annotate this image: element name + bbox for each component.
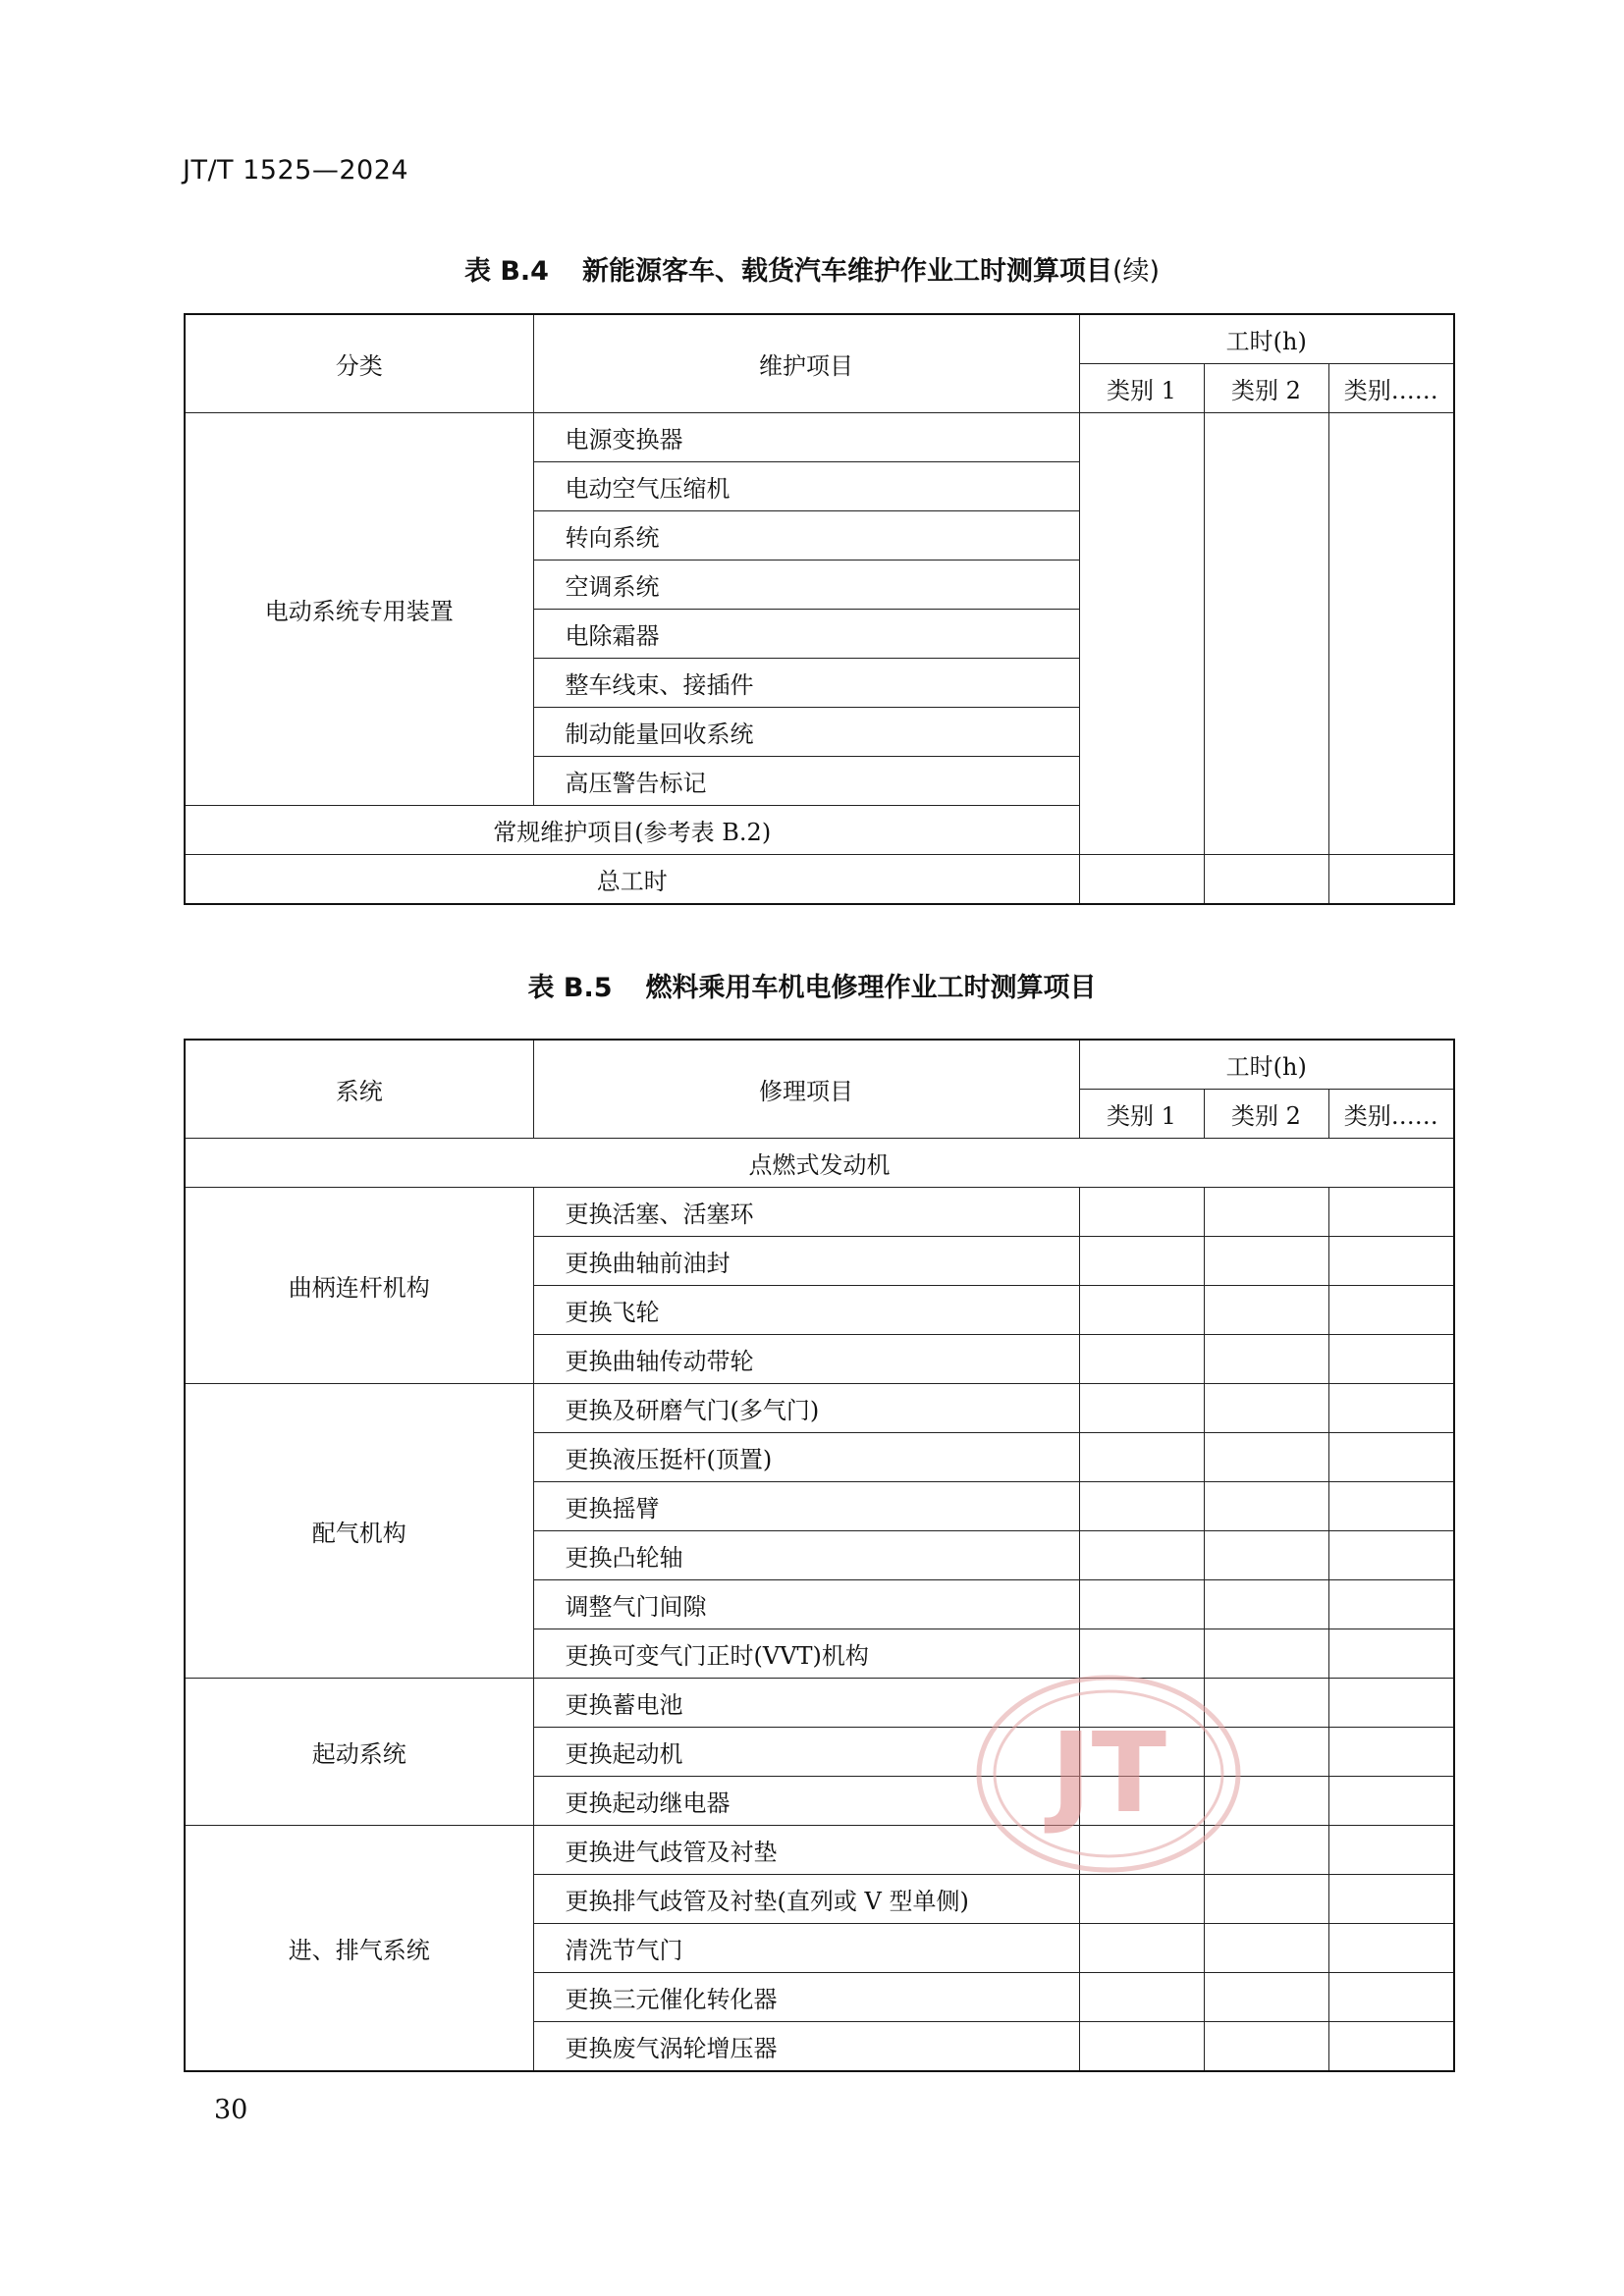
hours-cell <box>1204 1237 1328 1286</box>
page-number: 30 <box>214 2095 248 2125</box>
hours-cell <box>1204 1384 1328 1433</box>
hours-cell <box>1079 413 1204 855</box>
item-cell: 更换及研磨气门(多气门) <box>533 1384 1079 1433</box>
table-row <box>185 1188 1454 1237</box>
hours-cell <box>1079 1679 1204 1728</box>
item-cell: 更换凸轮轴 <box>533 1531 1079 1580</box>
hours-cell <box>1328 1286 1454 1335</box>
hours-cell <box>1079 1482 1204 1531</box>
hours-cell <box>1328 1679 1454 1728</box>
hours-cell <box>1079 1286 1204 1335</box>
hours-cell <box>1328 1777 1454 1826</box>
hours-cell <box>1204 413 1328 855</box>
hours-cell <box>1079 1826 1204 1875</box>
hours-cell <box>1328 1826 1454 1875</box>
item-cell: 高压警告标记 <box>533 757 1079 806</box>
item-cell: 更换摇臂 <box>533 1482 1079 1531</box>
system-cell: 配气机构 <box>185 1384 533 1679</box>
hours-cell <box>1204 1433 1328 1482</box>
hours-cell <box>1079 1531 1204 1580</box>
header-class-more: 类别…… <box>1328 1090 1454 1139</box>
header-system: 系统 <box>185 1040 533 1139</box>
hours-cell <box>1328 2022 1454 2072</box>
item-cell: 电动空气压缩机 <box>533 462 1079 511</box>
hours-cell <box>1079 1237 1204 1286</box>
item-cell: 电源变换器 <box>533 413 1079 462</box>
category-cell: 电动系统专用装置 <box>185 413 533 806</box>
hours-cell <box>1079 2022 1204 2072</box>
hours-cell <box>1079 1973 1204 2022</box>
hours-cell <box>1328 1188 1454 1237</box>
item-cell: 制动能量回收系统 <box>533 708 1079 757</box>
item-cell: 更换液压挺杆(顶置) <box>533 1433 1079 1482</box>
hours-cell <box>1204 1286 1328 1335</box>
hours-cell <box>1328 1531 1454 1580</box>
item-cell: 整车线束、接插件 <box>533 659 1079 708</box>
section-row <box>185 1139 1454 1188</box>
hours-cell <box>1204 1531 1328 1580</box>
hours-cell <box>1328 855 1454 905</box>
item-cell: 更换可变气门正时(VVT)机构 <box>533 1629 1079 1679</box>
item-cell: 清洗节气门 <box>533 1924 1079 1973</box>
hours-cell <box>1328 1629 1454 1679</box>
table-header-row <box>185 314 1454 364</box>
table-b4 <box>184 313 1455 905</box>
table-b5-title: 燃料乘用车机电修理作业工时测算项目 <box>645 973 1097 1003</box>
hours-cell <box>1204 1335 1328 1384</box>
hours-cell <box>1204 855 1328 905</box>
hours-cell <box>1204 1679 1328 1728</box>
header-item: 修理项目 <box>533 1040 1079 1139</box>
hours-cell <box>1204 1973 1328 2022</box>
header-item: 维护项目 <box>533 314 1079 413</box>
item-cell: 更换曲轴传动带轮 <box>533 1335 1079 1384</box>
hours-cell <box>1204 1924 1328 1973</box>
item-cell: 更换废气涡轮增压器 <box>533 2022 1079 2072</box>
item-cell: 更换三元催化转化器 <box>533 1973 1079 2022</box>
hours-cell <box>1328 1875 1454 1924</box>
table-b5 <box>184 1039 1455 2072</box>
table-b5-number: 表 B.5 <box>527 973 613 1003</box>
item-cell: 更换曲轴前油封 <box>533 1237 1079 1286</box>
routine-label: 常规维护项目(参考表 B.2) <box>185 806 1079 855</box>
system-cell: 进、排气系统 <box>185 1826 533 2072</box>
hours-cell <box>1204 1826 1328 1875</box>
hours-cell <box>1328 1335 1454 1384</box>
item-cell: 电除霜器 <box>533 610 1079 659</box>
hours-cell <box>1204 1875 1328 1924</box>
header-class-2: 类别 2 <box>1204 1090 1328 1139</box>
hours-cell <box>1204 1777 1328 1826</box>
system-cell: 曲柄连杆机构 <box>185 1188 533 1384</box>
standard-code: JT/T 1525—2024 <box>183 155 409 186</box>
total-row <box>185 855 1454 905</box>
stamp-logo-text: JT <box>1050 1710 1167 1838</box>
hours-cell <box>1328 1580 1454 1629</box>
total-label: 总工时 <box>185 855 1079 905</box>
header-class-2: 类别 2 <box>1204 364 1328 413</box>
hours-cell <box>1328 413 1454 855</box>
hours-cell <box>1079 855 1204 905</box>
hours-cell <box>1204 1629 1328 1679</box>
system-cell: 起动系统 <box>185 1679 533 1826</box>
hours-cell <box>1328 1482 1454 1531</box>
table-row <box>185 1826 1454 1875</box>
hours-cell <box>1328 1924 1454 1973</box>
header-class-1: 类别 1 <box>1079 364 1204 413</box>
header-class-1: 类别 1 <box>1079 1090 1204 1139</box>
table-b4-continued: (续) <box>1111 256 1161 287</box>
header-class-more: 类别…… <box>1328 364 1454 413</box>
hours-cell <box>1079 1728 1204 1777</box>
hours-cell <box>1079 1629 1204 1679</box>
header-hours: 工时(h) <box>1079 1040 1454 1090</box>
item-cell: 调整气门间隙 <box>533 1580 1079 1629</box>
item-cell: 更换飞轮 <box>533 1286 1079 1335</box>
hours-cell <box>1328 1384 1454 1433</box>
table-header-row <box>185 1040 1454 1090</box>
table-row <box>185 413 1454 462</box>
hours-cell <box>1079 1777 1204 1826</box>
hours-cell <box>1079 1335 1204 1384</box>
item-cell: 更换起动继电器 <box>533 1777 1079 1826</box>
hours-cell <box>1079 1384 1204 1433</box>
hours-cell <box>1079 1188 1204 1237</box>
hours-cell <box>1079 1433 1204 1482</box>
item-cell: 更换蓄电池 <box>533 1679 1079 1728</box>
hours-cell <box>1328 1433 1454 1482</box>
item-cell: 更换排气歧管及衬垫(直列或 V 型单侧) <box>533 1875 1079 1924</box>
hours-cell <box>1079 1580 1204 1629</box>
hours-cell <box>1204 2022 1328 2072</box>
hours-cell <box>1079 1924 1204 1973</box>
table-row <box>185 1384 1454 1433</box>
item-cell: 转向系统 <box>533 511 1079 561</box>
item-cell: 更换进气歧管及衬垫 <box>533 1826 1079 1875</box>
item-cell: 更换起动机 <box>533 1728 1079 1777</box>
header-category: 分类 <box>185 314 533 413</box>
hours-cell <box>1328 1728 1454 1777</box>
hours-cell <box>1328 1237 1454 1286</box>
table-row <box>185 1679 1454 1728</box>
hours-cell <box>1204 1728 1328 1777</box>
hours-cell <box>1204 1580 1328 1629</box>
table-b5-caption <box>0 966 1624 1004</box>
item-cell: 空调系统 <box>533 561 1079 610</box>
table-b4-number: 表 B.4 <box>463 256 549 287</box>
header-hours: 工时(h) <box>1079 314 1454 364</box>
hours-cell <box>1204 1188 1328 1237</box>
section-label: 点燃式发动机 <box>185 1139 1454 1188</box>
hours-cell <box>1328 1973 1454 2022</box>
table-b4-title: 新能源客车、载货汽车维护作业工时测算项目 <box>581 256 1112 287</box>
item-cell: 更换活塞、活塞环 <box>533 1188 1079 1237</box>
hours-cell <box>1079 1875 1204 1924</box>
table-b4-caption <box>0 249 1624 288</box>
hours-cell <box>1204 1482 1328 1531</box>
